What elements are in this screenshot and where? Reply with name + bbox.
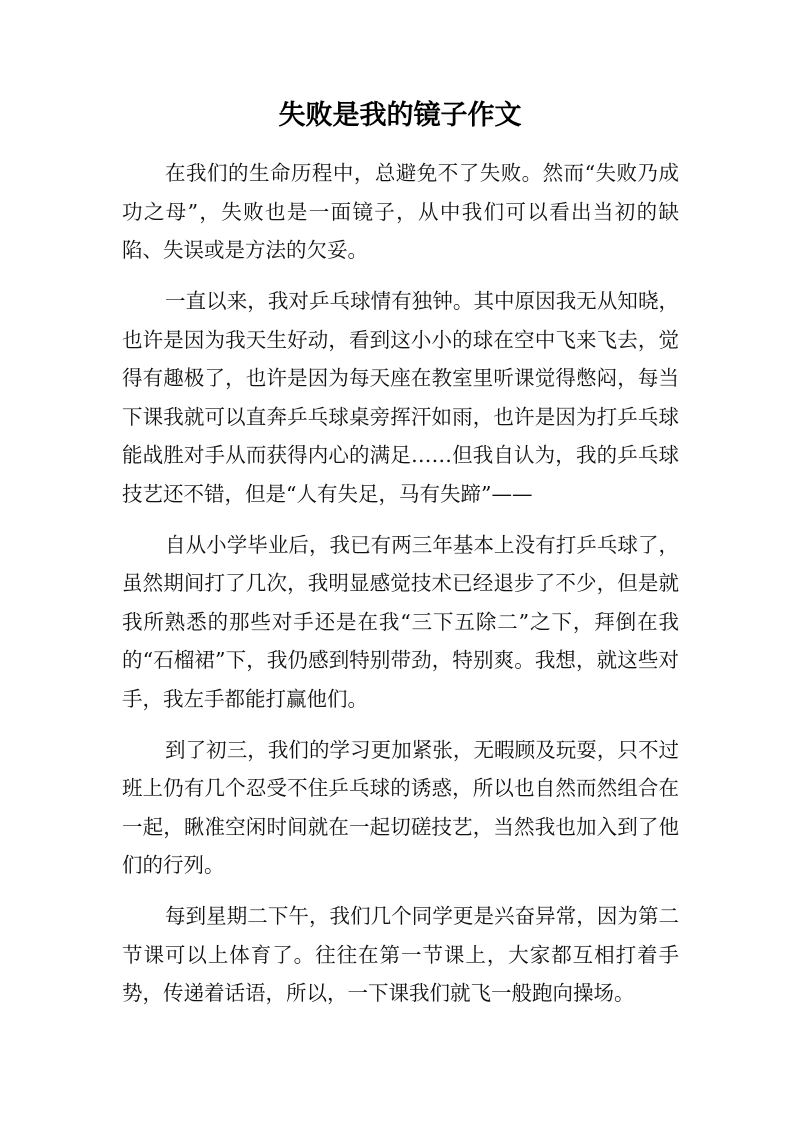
document-body bbox=[122, 154, 679, 1025]
paragraph: 一直以来，我对乒乓球情有独钟。其中原因我无从知晓，也许是因为我天生好动，看到这小小的球在空中飞来飞去，觉得有趣极了，也许是因为每天座在教室里听课觉得憋闷，每当下课我就可以直奔乒乓球桌旁挥汗如雨，也许是因为打乒乓球能战胜对手从而获得内心的满足……但我自认为，我的乒乓球技艺还不错，但是“人有失足，马有失蹄”—— bbox=[122, 289, 679, 506]
document-title: 失败是我的镜子作文 bbox=[278, 100, 522, 131]
paragraph: 每到星期二下午，我们几个同学更是兴奋异常，因为第二节课可以上体育了。往往在第一节课上，大家都互相打着手势，传递着话语，所以，一下课我们就飞一般跑向操场。 bbox=[122, 904, 679, 1005]
paragraph: 自从小学毕业后，我已有两三年基本上没有打乒乓球了，虽然期间打了几次，我明显感觉技术已经退步了不少，但是就我所熟悉的那些对手还是在我“三下五除二”之下，拜倒在我的“石榴裙”下，我仍感到特别带劲，特别爽。我想，就这些对手，我左手都能打赢他们。 bbox=[122, 532, 679, 711]
paragraph: 在我们的生命历程中，总避免不了失败。然而“失败乃成功之母”，失败也是一面镜子，从中我们可以看出当初的缺陷、失误或是方法的欠妥。 bbox=[122, 161, 679, 262]
paragraph: 到了初三，我们的学习更加紧张，无暇顾及玩耍，只不过班上仍有几个忍受不住乒乓球的诱惑，所以也自然而然组合在一起，瞅准空闲时间就在一起切磋技艺，当然我也加入到了他们的行列。 bbox=[122, 737, 679, 877]
